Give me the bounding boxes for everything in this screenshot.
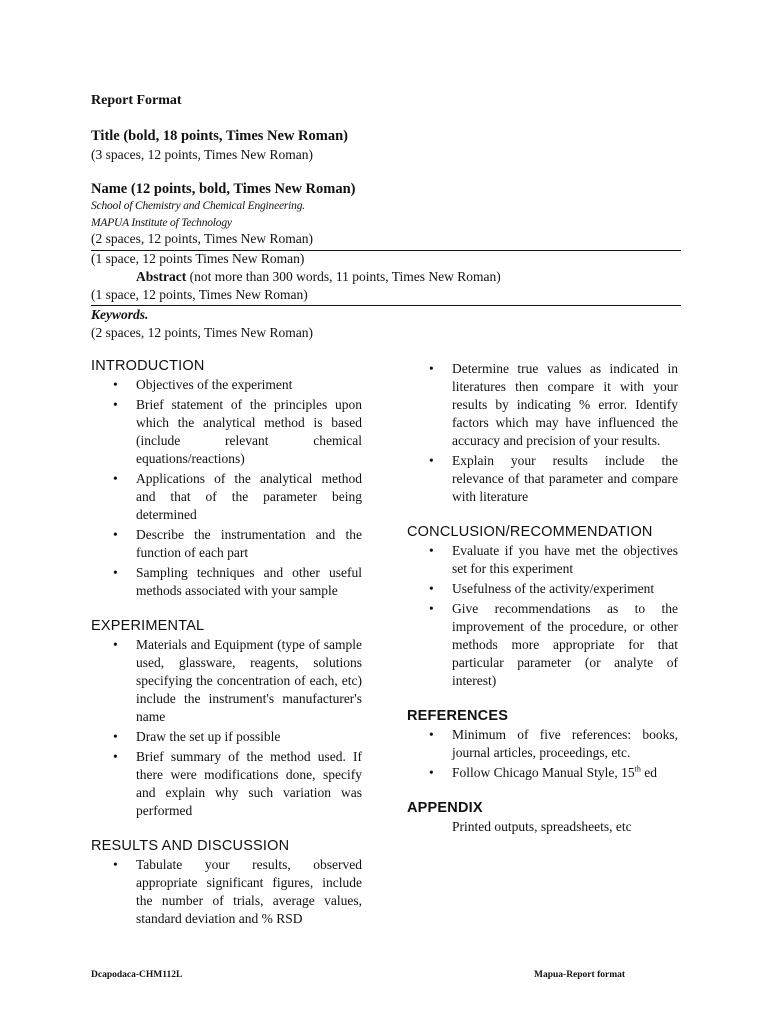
- results-list: [91, 856, 362, 928]
- references-heading: REFERENCES: [407, 708, 509, 724]
- institute-affiliation: MAPUA Institute of Technology: [91, 217, 232, 229]
- list-item: • Usefulness of the activity/experiment: [407, 580, 678, 598]
- list-item: • Applications of the analytical method and that of the parameter being determined: [91, 470, 362, 524]
- name-format-line: Name (12 points, bold, Times New Roman): [91, 181, 356, 197]
- right-column: [407, 356, 678, 836]
- footer-left: Dcapodaca-CHM112L: [91, 970, 183, 980]
- abstract-description: (not more than 300 words, 11 points, Times New Roman): [186, 269, 501, 284]
- list-item: • Sampling techniques and other useful methods associated with your sample: [91, 564, 362, 600]
- list-item: • Objectives of the experiment: [91, 376, 362, 394]
- footer-right: Mapua-Report format: [534, 970, 626, 980]
- list-item: • Materials and Equipment (type of sample used, glassware, reagents, solutions specifying the concentration of each, etc) include the instrument's manufacturer's name: [91, 636, 362, 726]
- list-item: • Give recommendations as to the improvement of the procedure, or other methods more appropriate for that particular parameter (or analyte of interest): [407, 600, 678, 690]
- name-spacing-note: (2 spaces, 12 points, Times New Roman): [91, 231, 313, 246]
- conclusion-list: [407, 542, 678, 690]
- results-continued-list: [407, 360, 678, 506]
- appendix-heading: APPENDIX: [407, 800, 483, 816]
- list-item: • Follow Chicago Manual Style, 15th ed: [407, 764, 678, 782]
- appendix-text: Printed outputs, spreadsheets, etc: [452, 819, 632, 834]
- report-format-heading: Report Format: [91, 93, 182, 108]
- conclusion-heading: CONCLUSION/RECOMMENDATION: [407, 524, 653, 540]
- introduction-heading: INTRODUCTION: [91, 358, 205, 374]
- divider-bottom: [91, 305, 681, 306]
- introduction-list: [91, 376, 362, 600]
- list-item: • Determine true values as indicated in literatures then compare it with your results by indicating % error. Identify factors which may have influenced the accuracy and precision of your results.: [407, 360, 678, 450]
- list-item: • Tabulate your results, observed appropriate significant figures, include the number of trials, average values, standard deviation and % RSD: [91, 856, 362, 928]
- keywords-spacing-note: (2 spaces, 12 points, Times New Roman): [91, 325, 313, 340]
- experimental-list: [91, 636, 362, 820]
- list-item: • Minimum of five references: books, journal articles, proceedings, etc.: [407, 726, 678, 762]
- list-item: • Explain your results include the relevance of that parameter and compare with literature: [407, 452, 678, 506]
- abstract-label: Abstract: [136, 269, 187, 284]
- list-item: • Brief summary of the method used. If there were modifications done, specify and explain why such variation was performed: [91, 748, 362, 820]
- list-item: • Evaluate if you have met the objectives set for this experiment: [407, 542, 678, 578]
- title-format-line: Title (bold, 18 points, Times New Roman): [91, 128, 348, 144]
- list-item: • Describe the instrumentation and the function of each part: [91, 526, 362, 562]
- references-list: [407, 726, 678, 782]
- list-item: • Draw the set up if possible: [91, 728, 362, 746]
- title-spacing-note: (3 spaces, 12 points, Times New Roman): [91, 147, 313, 162]
- abstract-format-line: [136, 268, 501, 286]
- results-heading: RESULTS AND DISCUSSION: [91, 838, 290, 854]
- keywords-label: Keywords.: [91, 307, 149, 322]
- abstract-space-after: (1 space, 12 points, Times New Roman): [91, 287, 308, 302]
- experimental-heading: EXPERIMENTAL: [91, 618, 205, 634]
- left-column: [91, 356, 362, 930]
- school-affiliation: School of Chemistry and Chemical Engineering.: [91, 200, 305, 212]
- list-item: • Brief statement of the principles upon which the analytical method is based (include relevant chemical equations/reactions): [91, 396, 362, 468]
- abstract-space-before: (1 space, 12 points Times New Roman): [91, 251, 305, 266]
